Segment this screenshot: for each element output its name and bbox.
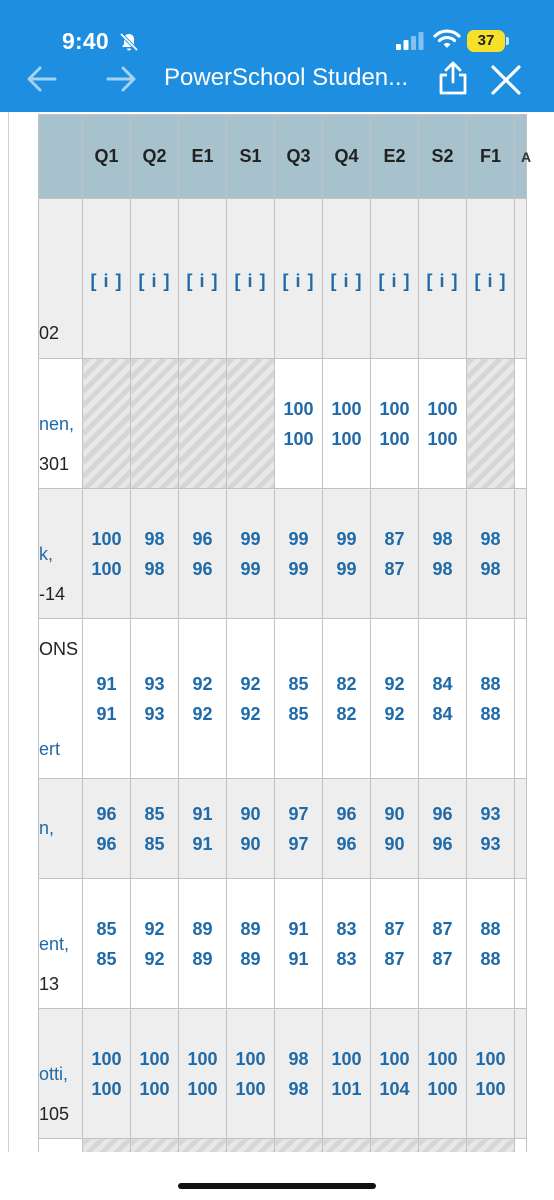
info-link-q3[interactable]: [ i ] — [275, 199, 323, 359]
column-header-q4[interactable]: Q4 — [323, 115, 371, 199]
bottom-area — [0, 1152, 554, 1200]
grade-score[interactable]: 96 — [96, 803, 117, 824]
grade-percent[interactable]: 91 — [192, 833, 213, 854]
grade-score[interactable]: 97 — [288, 803, 309, 824]
grade-score[interactable]: 87 — [384, 918, 405, 939]
grade-score[interactable]: 100 — [379, 398, 410, 419]
grade-score[interactable]: 100 — [139, 1048, 170, 1069]
course-cell[interactable] — [39, 1009, 83, 1139]
grade-score[interactable]: 98 — [480, 528, 501, 549]
grade-percent[interactable]: 99 — [240, 558, 261, 579]
grade-cell-q1[interactable] — [83, 489, 131, 619]
grade-cell-q3[interactable] — [275, 359, 323, 489]
table-row — [39, 359, 527, 489]
grade-cell-s1[interactable] — [227, 1009, 275, 1139]
grade-percent[interactable]: 100 — [283, 428, 314, 449]
course-text — [39, 208, 82, 258]
grade-score[interactable]: 96 — [192, 528, 213, 549]
grade-cell-q1[interactable] — [83, 779, 131, 879]
unavailable-cell — [467, 359, 515, 489]
unavailable-cell — [83, 359, 131, 489]
teacher-link[interactable]: ert — [39, 738, 61, 759]
course-cell[interactable] — [39, 879, 83, 1009]
grade-cell-q4[interactable] — [323, 779, 371, 879]
grade-percent[interactable]: 100 — [91, 1078, 122, 1099]
grade-cell-s1[interactable] — [227, 619, 275, 779]
grade-score[interactable]: 92 — [144, 918, 165, 939]
grade-score[interactable]: 100 — [427, 1048, 458, 1069]
teacher-link[interactable]: otti, — [39, 1063, 69, 1084]
grade-cell-q4[interactable] — [323, 359, 371, 489]
grade-cell-s1[interactable] — [227, 489, 275, 619]
grade-score[interactable]: 96 — [432, 803, 453, 824]
column-header-e2[interactable]: E2 — [371, 115, 419, 199]
grade-percent[interactable]: 101 — [331, 1078, 362, 1099]
info-link-f1[interactable]: [ i ] — [467, 199, 515, 359]
table-row — [39, 199, 527, 359]
grade-percent[interactable]: 92 — [240, 703, 261, 724]
grade-percent[interactable]: 100 — [427, 428, 458, 449]
grade-score[interactable]: 100 — [235, 1048, 266, 1069]
grade-score[interactable]: 100 — [283, 398, 314, 419]
grade-percent[interactable]: 88 — [480, 703, 501, 724]
column-header-q2[interactable]: Q2 — [131, 115, 179, 199]
grade-cell-s2[interactable] — [419, 879, 467, 1009]
grade-percent[interactable]: 100 — [91, 558, 122, 579]
course-text — [39, 884, 82, 924]
course-cell[interactable] — [39, 199, 83, 359]
grade-score[interactable]: 100 — [91, 1048, 122, 1069]
grade-cell-q1[interactable] — [83, 619, 131, 779]
grade-score[interactable]: 92 — [240, 673, 261, 694]
grade-score[interactable]: 99 — [288, 528, 309, 549]
grade-percent[interactable]: 89 — [192, 948, 213, 969]
grade-cell-f1[interactable] — [467, 489, 515, 619]
grade-score[interactable]: 84 — [432, 673, 453, 694]
grade-cell-s1[interactable] — [227, 879, 275, 1009]
grade-cell-s2[interactable] — [419, 619, 467, 779]
grade-cell-e2[interactable] — [371, 779, 419, 879]
course-text — [39, 1014, 82, 1054]
course-text — [39, 844, 82, 875]
grade-cell-q4[interactable] — [323, 879, 371, 1009]
grade-percent[interactable]: 96 — [432, 833, 453, 854]
battery-indicator — [467, 30, 509, 52]
grade-cell-e1[interactable] — [179, 489, 227, 619]
status-time: 9:40 — [62, 28, 109, 54]
grade-score[interactable]: 82 — [336, 673, 357, 694]
grade-cell-q2[interactable] — [131, 619, 179, 779]
course-cell[interactable] — [39, 779, 83, 879]
grade-cell-q3[interactable] — [275, 879, 323, 1009]
grade-percent[interactable]: 85 — [288, 703, 309, 724]
grade-cell-e2[interactable] — [371, 619, 419, 779]
overflow-column-cell — [515, 489, 527, 619]
grade-cell-q4[interactable] — [323, 489, 371, 619]
overflow-column-cell — [515, 619, 527, 779]
grade-percent[interactable]: 98 — [432, 558, 453, 579]
teacher-link[interactable]: nen, — [39, 413, 75, 434]
battery-level: 37 — [467, 30, 505, 52]
grade-score[interactable]: 90 — [384, 803, 405, 824]
grade-cell-e2[interactable] — [371, 489, 419, 619]
grade-score[interactable]: 87 — [384, 528, 405, 549]
grade-score[interactable]: 90 — [240, 803, 261, 824]
teacher-link[interactable]: n, — [39, 818, 55, 838]
grade-score[interactable]: 99 — [240, 528, 261, 549]
grade-cell-f1[interactable] — [467, 619, 515, 779]
overflow-column-cell — [515, 879, 527, 1009]
grade-cell-q3[interactable] — [275, 489, 323, 619]
grade-cell-f1[interactable] — [467, 1009, 515, 1139]
header-course — [39, 115, 83, 199]
course-text: -14 — [39, 583, 66, 604]
forward-arrow-icon[interactable] — [105, 63, 137, 95]
grade-cell-e2[interactable] — [371, 879, 419, 1009]
grade-percent[interactable]: 98 — [144, 558, 165, 579]
grade-score[interactable]: 87 — [432, 918, 453, 939]
teacher-link[interactable]: ent, — [39, 933, 70, 954]
grade-score[interactable]: 91 — [192, 803, 213, 824]
home-indicator[interactable] — [178, 1183, 376, 1189]
grade-percent[interactable]: 89 — [240, 948, 261, 969]
grade-score[interactable]: 85 — [288, 673, 309, 694]
grade-percent[interactable]: 100 — [427, 1078, 458, 1099]
grade-percent[interactable]: 97 — [288, 833, 309, 854]
grade-percent[interactable]: 87 — [432, 948, 453, 969]
unavailable-cell — [179, 359, 227, 489]
wifi-icon — [433, 28, 461, 50]
course-cell[interactable] — [39, 489, 83, 619]
grade-percent[interactable]: 100 — [187, 1078, 218, 1099]
grade-percent[interactable]: 99 — [336, 558, 357, 579]
grade-percent[interactable]: 96 — [96, 833, 117, 854]
grade-cell-e1[interactable] — [179, 619, 227, 779]
grade-cell-e2[interactable] — [371, 359, 419, 489]
column-header-e1[interactable]: E1 — [179, 115, 227, 199]
grade-percent[interactable]: 87 — [384, 558, 405, 579]
overflow-column-cell — [515, 199, 527, 359]
grade-score[interactable]: 89 — [192, 918, 213, 939]
grade-cell-e2[interactable] — [371, 1009, 419, 1139]
column-header-a[interactable]: A — [515, 115, 527, 199]
page-title: PowerSchool Studen... — [164, 64, 409, 91]
info-link-s1[interactable]: [ i ] — [227, 199, 275, 359]
course-text — [39, 674, 82, 724]
grade-score[interactable]: 91 — [288, 918, 309, 939]
grade-cell-e1[interactable] — [179, 1009, 227, 1139]
share-icon[interactable] — [437, 60, 469, 96]
close-icon[interactable] — [490, 64, 522, 96]
grade-cell-q3[interactable] — [275, 619, 323, 779]
grade-percent[interactable]: 93 — [144, 703, 165, 724]
grade-score[interactable]: 92 — [192, 673, 213, 694]
left-divider — [8, 112, 9, 1152]
grade-percent[interactable]: 92 — [144, 948, 165, 969]
grade-percent[interactable]: 100 — [139, 1078, 170, 1099]
grade-percent[interactable]: 92 — [384, 703, 405, 724]
column-header-s1[interactable]: S1 — [227, 115, 275, 199]
unavailable-cell — [227, 359, 275, 489]
grade-cell-q1[interactable] — [83, 1009, 131, 1139]
grade-score[interactable]: 96 — [336, 803, 357, 824]
grade-score[interactable]: 85 — [96, 918, 117, 939]
grade-score[interactable]: 100 — [379, 1048, 410, 1069]
grade-percent[interactable]: 85 — [96, 948, 117, 969]
grade-cell-q4[interactable] — [323, 1009, 371, 1139]
teacher-link[interactable]: k, — [39, 543, 54, 564]
grade-cell-f1[interactable] — [467, 779, 515, 879]
grade-cell-q2[interactable] — [131, 489, 179, 619]
grade-cell-s2[interactable] — [419, 1009, 467, 1139]
grade-cell-q3[interactable] — [275, 1009, 323, 1139]
grade-percent[interactable]: 100 — [235, 1078, 266, 1099]
info-link-e2[interactable]: [ i ] — [371, 199, 419, 359]
grade-score[interactable]: 98 — [144, 528, 165, 549]
grade-cell-s2[interactable] — [419, 359, 467, 489]
grade-percent[interactable]: 96 — [336, 833, 357, 854]
course-cell[interactable] — [39, 359, 83, 489]
grade-score[interactable]: 100 — [475, 1048, 506, 1069]
column-header-q1[interactable]: Q1 — [83, 115, 131, 199]
grade-score[interactable]: 100 — [91, 528, 122, 549]
cellular-signal-icon — [396, 32, 424, 50]
grade-score[interactable]: 98 — [432, 528, 453, 549]
course-text: 105 — [39, 1103, 70, 1124]
grade-percent[interactable]: 90 — [384, 833, 405, 854]
unavailable-cell — [131, 359, 179, 489]
grade-cell-s2[interactable] — [419, 489, 467, 619]
grade-score[interactable]: 91 — [96, 673, 117, 694]
overflow-column-cell — [515, 1009, 527, 1139]
grade-percent[interactable]: 90 — [240, 833, 261, 854]
grade-score[interactable]: 98 — [288, 1048, 309, 1069]
course-text: 13 — [39, 973, 60, 994]
grade-score[interactable]: 100 — [427, 398, 458, 419]
grade-percent[interactable]: 91 — [96, 703, 117, 724]
grade-score[interactable]: 93 — [480, 803, 501, 824]
overflow-column-cell — [515, 779, 527, 879]
course-text — [39, 782, 82, 813]
table-row — [39, 879, 527, 1009]
column-header-f1[interactable]: F1 — [467, 115, 515, 199]
grade-score[interactable]: 100 — [331, 398, 362, 419]
grade-percent[interactable]: 96 — [192, 558, 213, 579]
info-link-q1[interactable]: [ i ] — [83, 199, 131, 359]
table-row — [39, 779, 527, 879]
course-text — [39, 364, 82, 404]
grade-percent[interactable]: 91 — [288, 948, 309, 969]
grade-cell-q2[interactable] — [131, 779, 179, 879]
top-bar — [0, 0, 554, 112]
grade-cell-q4[interactable] — [323, 619, 371, 779]
grade-percent[interactable]: 82 — [336, 703, 357, 724]
grade-percent[interactable]: 83 — [336, 948, 357, 969]
grade-percent[interactable]: 99 — [288, 558, 309, 579]
table-row — [39, 619, 527, 779]
grade-cell-q1[interactable] — [83, 879, 131, 1009]
course-text — [39, 494, 82, 534]
grades-table — [38, 114, 532, 1179]
grade-percent[interactable]: 98 — [480, 558, 501, 579]
course-text: ONS — [39, 638, 79, 659]
grade-percent[interactable]: 87 — [384, 948, 405, 969]
info-link-e1[interactable]: [ i ] — [179, 199, 227, 359]
grade-percent[interactable]: 98 — [288, 1078, 309, 1099]
grade-score[interactable]: 100 — [331, 1048, 362, 1069]
grade-cell-f1[interactable] — [467, 879, 515, 1009]
grade-cell-e1[interactable] — [179, 779, 227, 879]
grade-cell-q2[interactable] — [131, 879, 179, 1009]
grade-score[interactable]: 100 — [187, 1048, 218, 1069]
grade-score[interactable]: 99 — [336, 528, 357, 549]
grade-percent[interactable]: 88 — [480, 948, 501, 969]
grade-score[interactable]: 89 — [240, 918, 261, 939]
grade-cell-e1[interactable] — [179, 879, 227, 1009]
info-link-s2[interactable]: [ i ] — [419, 199, 467, 359]
grade-score[interactable]: 92 — [384, 673, 405, 694]
grade-percent[interactable]: 100 — [475, 1078, 506, 1099]
info-link-q4[interactable]: [ i ] — [323, 199, 371, 359]
bell-muted-icon — [118, 31, 140, 53]
course-text: 02 — [39, 323, 60, 343]
grade-cell-q3[interactable] — [275, 779, 323, 879]
back-arrow-icon[interactable] — [26, 63, 58, 95]
grade-percent[interactable]: 93 — [480, 833, 501, 854]
grade-percent[interactable]: 84 — [432, 703, 453, 724]
grade-score[interactable]: 83 — [336, 918, 357, 939]
course-text: 301 — [39, 453, 70, 474]
grade-percent[interactable]: 92 — [192, 703, 213, 724]
grade-percent[interactable]: 104 — [379, 1078, 410, 1099]
grade-score[interactable]: 88 — [480, 673, 501, 694]
column-header-s2[interactable]: S2 — [419, 115, 467, 199]
table-row — [39, 1009, 527, 1139]
header-row — [39, 115, 527, 199]
grade-percent[interactable]: 100 — [379, 428, 410, 449]
column-header-q3[interactable]: Q3 — [275, 115, 323, 199]
table-row — [39, 489, 527, 619]
grade-percent[interactable]: 100 — [331, 428, 362, 449]
grade-cell-q2[interactable] — [131, 1009, 179, 1139]
course-cell[interactable] — [39, 619, 83, 779]
info-link-q2[interactable]: [ i ] — [131, 199, 179, 359]
grade-score[interactable]: 93 — [144, 673, 165, 694]
grade-score[interactable]: 88 — [480, 918, 501, 939]
grade-score[interactable]: 85 — [144, 803, 165, 824]
grades-content[interactable] — [0, 112, 554, 1152]
course-text — [39, 258, 82, 308]
grade-percent[interactable]: 85 — [144, 833, 165, 854]
overflow-column-cell — [515, 359, 527, 489]
grade-cell-s2[interactable] — [419, 779, 467, 879]
grade-cell-s1[interactable] — [227, 779, 275, 879]
